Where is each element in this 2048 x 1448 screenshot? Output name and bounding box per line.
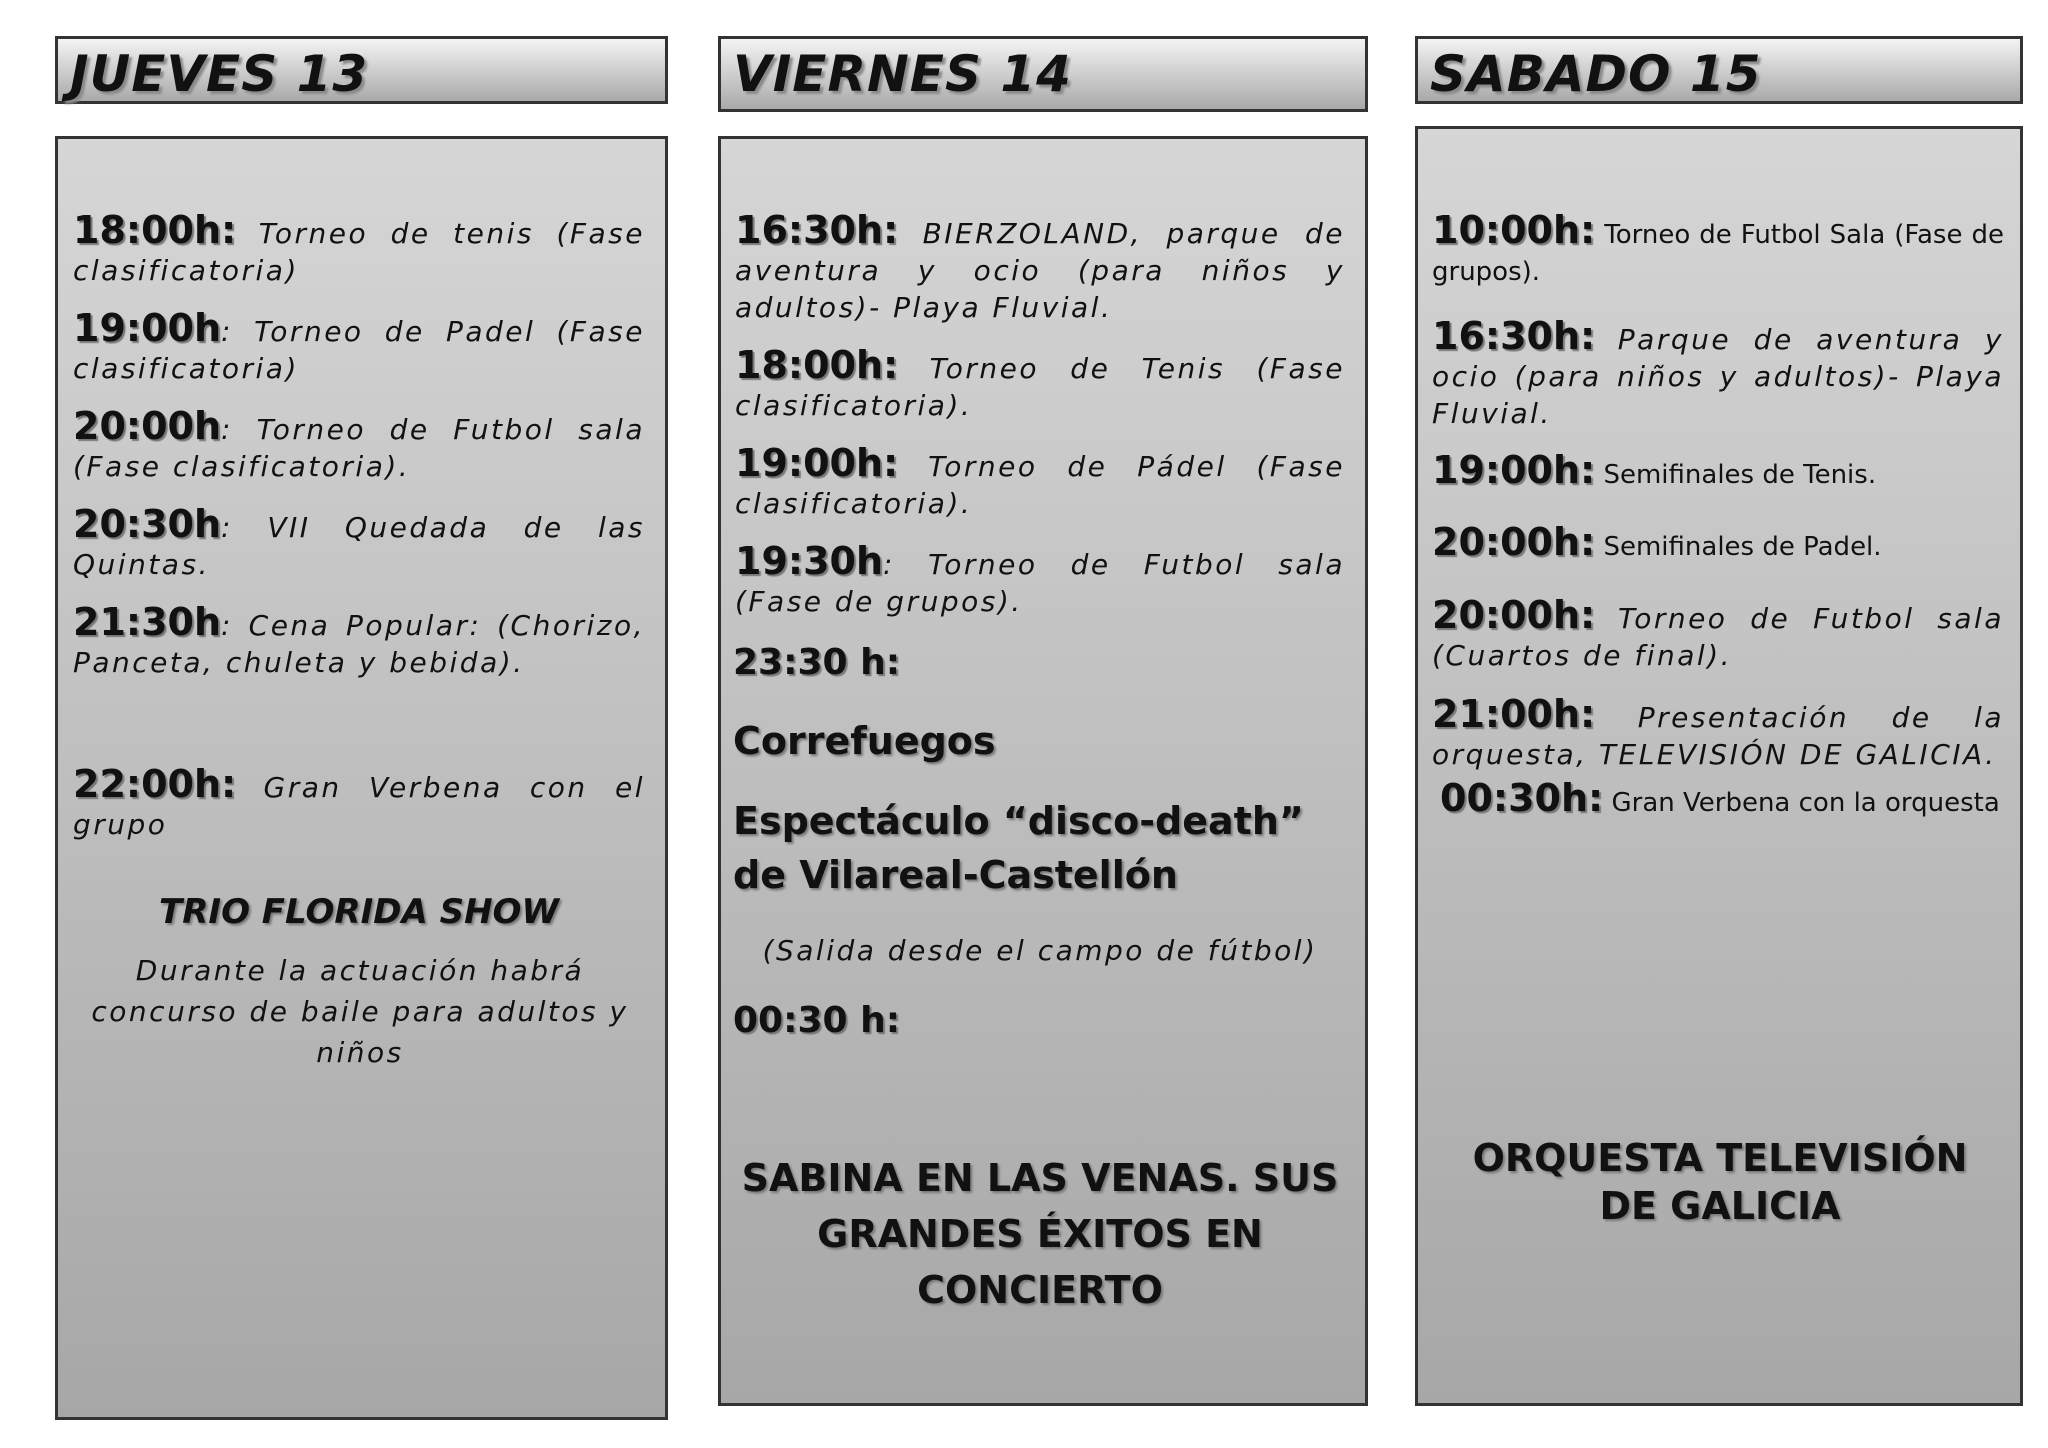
event-item bbox=[735, 539, 1345, 620]
event-time: 20:00h: bbox=[1432, 593, 1596, 637]
event-item bbox=[1432, 520, 2004, 566]
event-item bbox=[73, 404, 645, 485]
event-text: : Torneo de Futbol sala (Fase de grupos). bbox=[735, 548, 1345, 618]
event-item bbox=[1432, 692, 2004, 773]
event-text: Torneo de Futbol Sala (Fase de grupos). bbox=[1432, 220, 2004, 287]
event-item bbox=[733, 644, 1343, 683]
event-item bbox=[1432, 448, 2004, 494]
event-time: 21:30h bbox=[73, 600, 222, 644]
event-time: 10:00h: bbox=[1432, 208, 1596, 252]
event-text: Parque de aventura y ocio (para niños y adultos)- Playa Fluvial. bbox=[1432, 323, 2004, 430]
event-text: : Torneo de Padel (Fase clasificatoria) bbox=[73, 315, 645, 385]
event-item bbox=[1432, 208, 2004, 291]
event-time: 20:30h bbox=[73, 502, 222, 546]
day-title: SABADO 15 bbox=[1430, 45, 1762, 103]
event-note: Durante la actuación habrá concurso de baile para adultos y niños bbox=[91, 954, 629, 1069]
event-note: (Salida desde el campo de fútbol) bbox=[762, 934, 1318, 967]
event-time: 18:00h: bbox=[73, 208, 237, 252]
event-item bbox=[735, 343, 1345, 424]
event-text: Torneo de Futbol sala (Cuartos de final). bbox=[1432, 602, 2004, 672]
day-header-sabado bbox=[1415, 36, 2023, 104]
event-item bbox=[73, 208, 645, 289]
event-text: : VII Quedada de las Quintas. bbox=[73, 511, 645, 581]
event-text: Torneo de tenis (Fase clasificatoria) bbox=[73, 217, 645, 287]
event-text: : Torneo de Futbol sala (Fase clasificatoria). bbox=[73, 413, 645, 483]
event-item bbox=[73, 502, 645, 583]
day-title: VIERNES 14 bbox=[733, 45, 1072, 103]
event-item bbox=[73, 762, 645, 843]
event-text: Gran Verbena con el grupo bbox=[73, 771, 645, 841]
event-time: 19:00h: bbox=[1432, 448, 1596, 492]
event-text: BIERZOLAND, parque de aventura y ocio (para niños y adultos)- Playa Fluvial. bbox=[735, 217, 1345, 324]
event-item bbox=[1432, 314, 2004, 432]
day-header-jueves bbox=[55, 36, 668, 104]
event-time: 19:00h bbox=[73, 306, 222, 350]
event-item bbox=[735, 208, 1345, 326]
espectaculo-title: Espectáculo “disco-death” de Vilareal-Castellón bbox=[733, 799, 1304, 897]
event-time: 23:30 h: bbox=[733, 642, 901, 683]
event-time: 22:00h: bbox=[73, 762, 237, 806]
event-time: 16:30h: bbox=[735, 208, 899, 252]
event-text: Torneo de Pádel (Fase clasificatoria). bbox=[735, 450, 1345, 520]
event-time: 20:00h bbox=[73, 404, 222, 448]
event-time: 19:30h bbox=[735, 539, 884, 583]
highlight-act: ORQUESTA TELEVISIÓN DE GALICIA bbox=[1472, 1136, 1968, 1228]
event-text: Semifinales de Tenis. bbox=[1595, 460, 1877, 490]
event-item bbox=[735, 441, 1345, 522]
event-text: Gran Verbena con la orquesta bbox=[1603, 788, 2000, 818]
correfuegos-title: Correfuegos bbox=[733, 719, 996, 763]
highlight-act: TRIO FLORIDA SHOW bbox=[159, 892, 559, 932]
day-header-viernes bbox=[718, 36, 1368, 112]
event-item bbox=[73, 600, 645, 681]
day-title: JUEVES 13 bbox=[70, 45, 369, 103]
event-time: 20:00h: bbox=[1432, 520, 1596, 564]
event-item bbox=[73, 306, 645, 387]
event-item bbox=[733, 1002, 1343, 1041]
event-item bbox=[1432, 593, 2004, 674]
event-text: Semifinales de Padel. bbox=[1595, 532, 1882, 562]
event-time: 00:30 h: bbox=[733, 1000, 901, 1041]
event-time: 18:00h: bbox=[735, 343, 899, 387]
event-time: 21:00h: bbox=[1432, 692, 1596, 736]
event-time: 19:00h: bbox=[735, 441, 899, 485]
highlight-act: SABINA EN LAS VENAS. SUS GRANDES ÉXITOS EN CONCIERTO bbox=[741, 1156, 1339, 1312]
event-time: 16:30h: bbox=[1432, 314, 1596, 358]
event-text: Presentación de la orquesta, TELEVISIÓN DE GALICIA. bbox=[1432, 701, 2004, 771]
event-time: 00:30h: bbox=[1440, 776, 1604, 820]
event-item bbox=[1440, 776, 2012, 822]
event-text: : Cena Popular: (Chorizo, Panceta, chuleta y bebida). bbox=[73, 609, 645, 679]
event-text: Torneo de Tenis (Fase clasificatoria). bbox=[735, 352, 1345, 422]
